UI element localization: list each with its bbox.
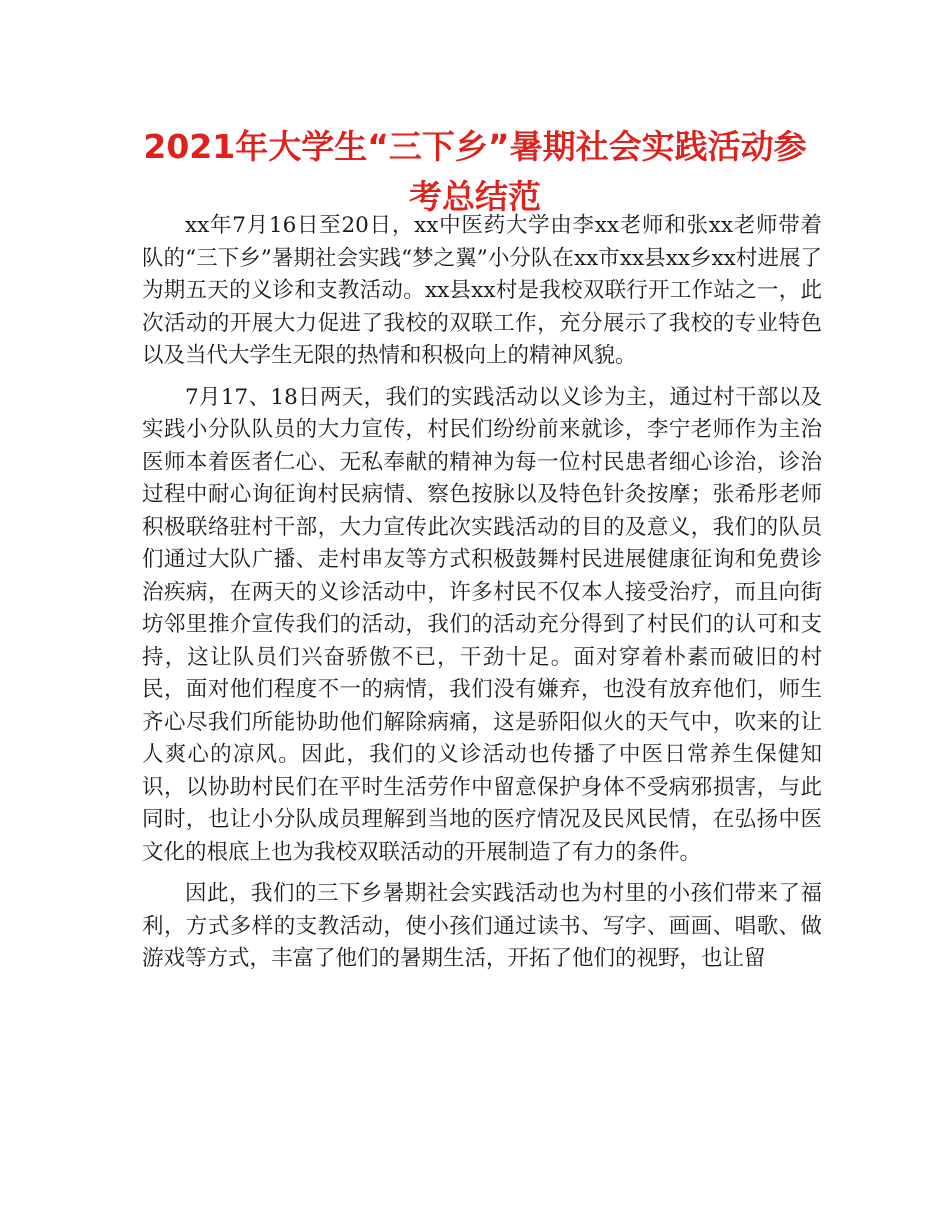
document-body xyxy=(142,210,822,985)
document-title: 2021年大学生“三下乡”暑期社会实践活动参考总结范 xyxy=(143,127,807,216)
paragraph-1: xx年7月16日至20日，xx中医药大学由李xx老师和张xx老师带着队的“三下乡”暑期社会实践“梦之翼”小分队在xx市xx县xx乡xx村进展了为期五天的义诊和支教活动。xx县xx村是我校双联行开工作站之一，此次活动的开展大力促进了我校的双联工作，充分展示了我校的专业特色以及当代大学生无限的热情和积极向上的精神风貌。 xyxy=(142,213,822,368)
paragraph-3: 因此，我们的三下乡暑期社会实践活动也为村里的小孩们带来了福利，方式多样的支教活动，使小孩们通过读书、写字、画画、唱歌、做游戏等方式，丰富了他们的暑期生活，开拓了他们的视野，也让留 xyxy=(142,881,822,971)
paragraph-2: 7月17、18日两天，我们的实践活动以义诊为主，通过村干部以及实践小分队队员的大力宣传，村民们纷纷前来就诊，李宁老师作为主治医师本着医者仁心、无私奉献的精神为每一位村民患者细心诊治，诊治过程中耐心询征询村民病情、察色按脉以及特色针灸按摩；张希彤老师积极联络驻村干部，大力宣传此次实践活动的目的及意义，我们的队员们通过大队广播、走村串友等方式积极鼓舞村民进展健康征询和免费诊治疾病，在两天的义诊活动中，许多村民不仅本人接受治疗，而且向街坊邻里推介宣传我们的活动，我们的活动充分得到了村民们的认可和支持，这让队员们兴奋骄傲不已，干劲十足。面对穿着朴素而破旧的村民，面对他们程度不一的病情，我们没有嫌弃，也没有放弃他们，师生齐心尽我们所能协助他们解除病痛，这是骄阳似火的天气中，吹来的让人爽心的凉风。因此，我们的义诊活动也传播了中医日常养生保健知识，以协助村民们在平时生活劳作中留意保护身体不受病邪损害，与此同时，也让小分队成员理解到当地的医疗情况及民风民情，在弘扬中医文化的根底上也为我校双联活动的开展制造了有力的条件。 xyxy=(142,384,822,865)
